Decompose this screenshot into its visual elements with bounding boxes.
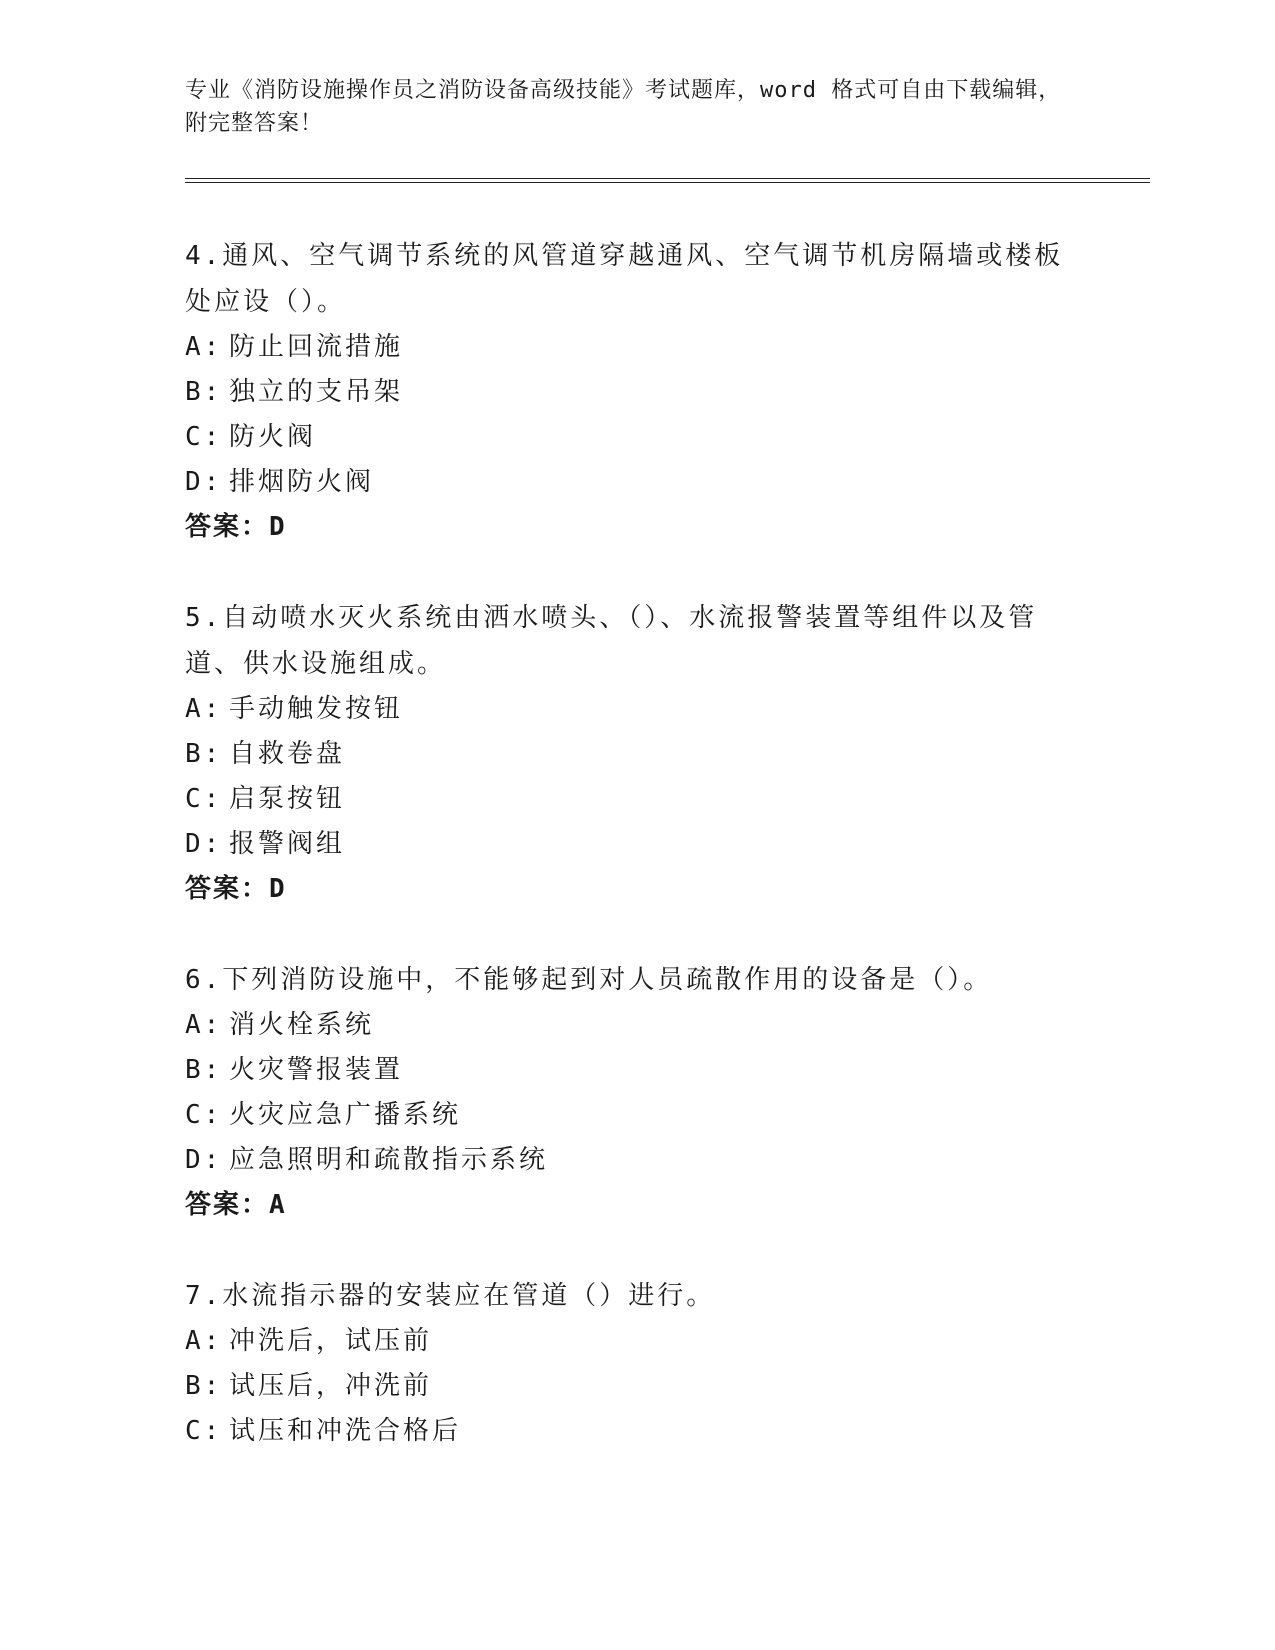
option-text: 试压和冲洗合格后 (229, 1416, 462, 1446)
option-text: 冲洗后，试压前 (229, 1326, 433, 1356)
question-list (185, 233, 1065, 1499)
question-5 (185, 595, 1065, 912)
option-text: 防火阀 (229, 422, 317, 452)
answer-value: D (269, 512, 286, 542)
question-stem: 4.通风、空气调节系统的风管道穿越通风、空气调节机房隔墙或楼板处应设（）。 (185, 241, 1064, 317)
option-letter: C: (185, 422, 223, 452)
option-d (185, 822, 1065, 867)
option-c (185, 415, 1065, 460)
document-header: 专业《消防设施操作员之消防设备高级技能》考试题库，word 格式可自由下载编辑，附完整答案！ (185, 78, 1062, 136)
question-4 (185, 233, 1065, 550)
question-stem: 7.水流指示器的安装应在管道（）进行。 (185, 1281, 716, 1311)
option-letter: A: (185, 694, 223, 724)
header-double-rule (185, 178, 1150, 183)
option-letter: B: (185, 1371, 223, 1401)
option-letter: B: (185, 377, 223, 407)
answer-label: 答案： (185, 874, 270, 904)
option-text: 自救卷盘 (229, 739, 346, 769)
option-letter: D: (185, 829, 223, 859)
option-letter: A: (185, 1326, 223, 1356)
option-text: 排烟防火阀 (229, 467, 375, 497)
option-text: 火灾警报装置 (229, 1055, 404, 1085)
option-a (185, 1003, 1065, 1048)
option-letter: C: (185, 784, 223, 814)
option-text: 报警阀组 (229, 829, 346, 859)
option-text: 手动触发按钮 (229, 694, 404, 724)
option-text: 消火栓系统 (229, 1010, 375, 1040)
option-c (185, 777, 1065, 822)
answer-value: D (269, 874, 286, 904)
option-letter: A: (185, 332, 223, 362)
answer-line (185, 505, 1065, 550)
answer-line (185, 1183, 1065, 1228)
option-letter: C: (185, 1416, 223, 1446)
question-stem: 6.下列消防设施中，不能够起到对人员疏散作用的设备是（）。 (185, 965, 993, 995)
option-text: 试压后，冲洗前 (229, 1371, 433, 1401)
option-b (185, 370, 1065, 415)
question-6 (185, 957, 1065, 1228)
question-7 (185, 1273, 1065, 1454)
option-letter: C: (185, 1100, 223, 1130)
option-a (185, 687, 1065, 732)
option-text: 独立的支吊架 (229, 377, 404, 407)
option-a (185, 1319, 1065, 1364)
option-letter: D: (185, 467, 223, 497)
option-c (185, 1093, 1065, 1138)
option-b (185, 732, 1065, 777)
option-text: 防止回流措施 (229, 332, 404, 362)
option-letter: A: (185, 1010, 223, 1040)
option-b (185, 1364, 1065, 1409)
option-letter: B: (185, 1055, 223, 1085)
option-text: 火灾应急广播系统 (229, 1100, 462, 1130)
option-text: 启泵按钮 (229, 784, 346, 814)
option-c (185, 1409, 1065, 1454)
answer-label: 答案： (185, 1190, 270, 1220)
option-text: 应急照明和疏散指示系统 (229, 1145, 549, 1175)
option-d (185, 1138, 1065, 1183)
option-b (185, 1048, 1065, 1093)
answer-label: 答案： (185, 512, 270, 542)
option-d (185, 460, 1065, 505)
question-stem: 5.自动喷水灭火系统由洒水喷头、（）、水流报警装置等组件以及管道、供水设施组成。 (185, 603, 1038, 679)
option-a (185, 325, 1065, 370)
option-letter: D: (185, 1145, 223, 1175)
answer-line (185, 867, 1065, 912)
option-letter: B: (185, 739, 223, 769)
answer-value: A (269, 1190, 286, 1220)
